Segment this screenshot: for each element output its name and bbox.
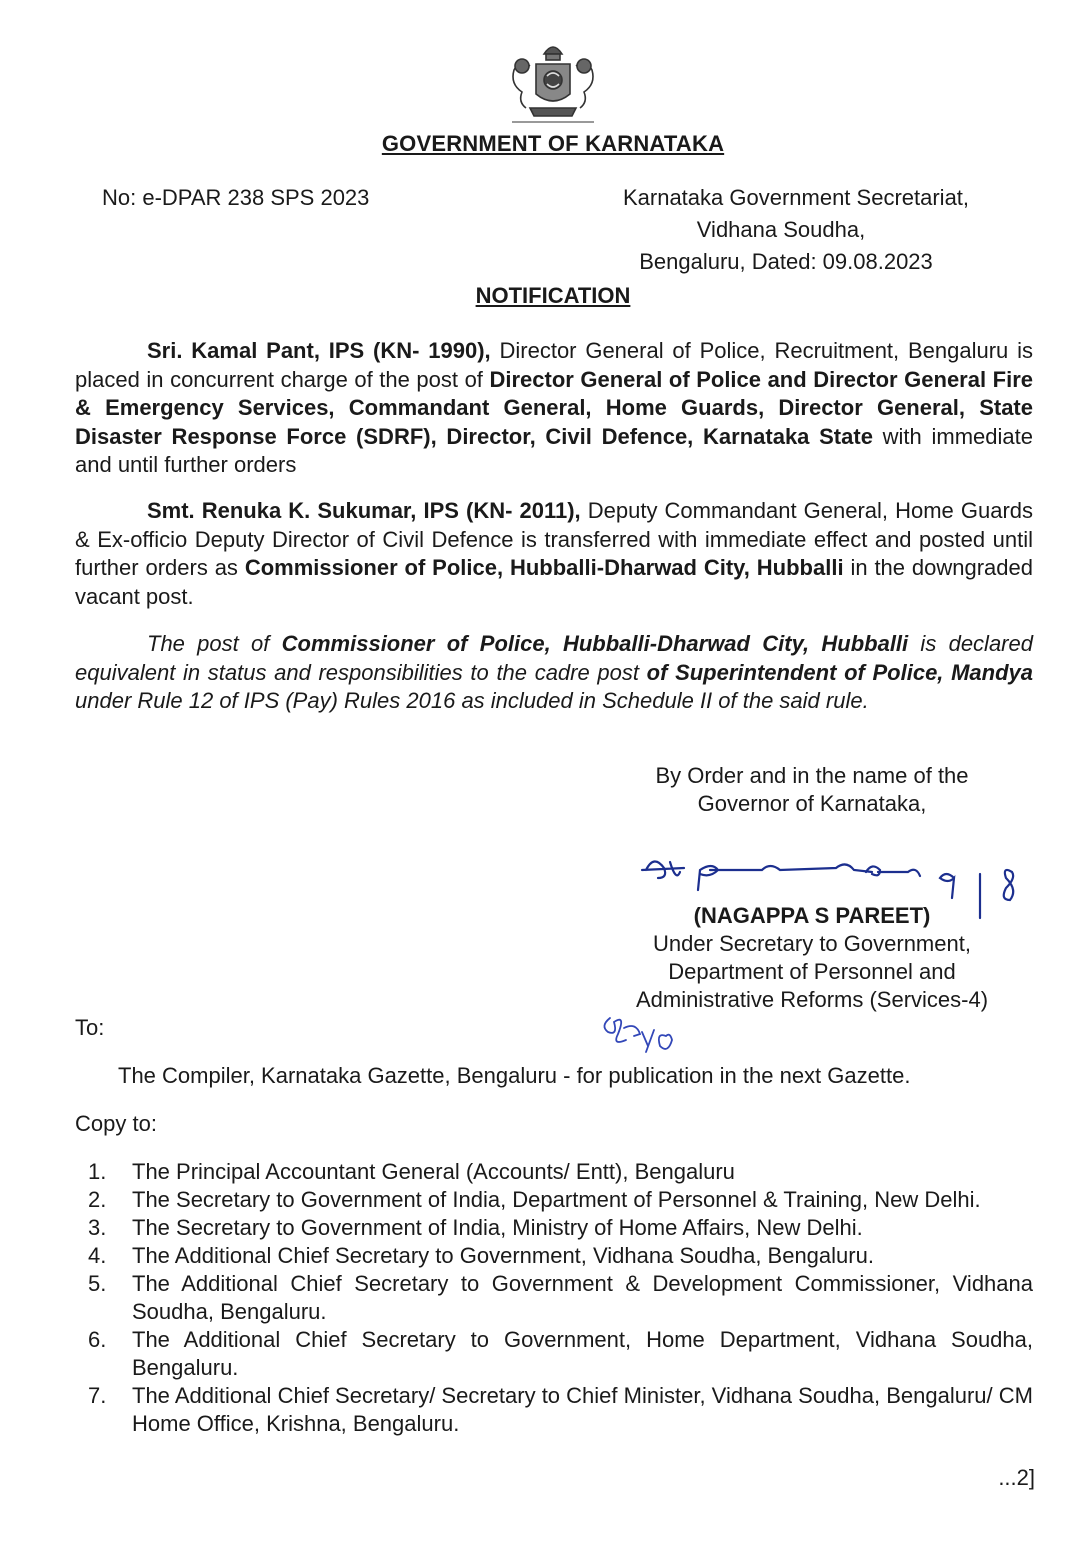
list-number: 2. bbox=[88, 1187, 107, 1212]
paragraph-3 bbox=[75, 630, 1033, 716]
officer-name: Sri. Kamal Pant, IPS (KN- 1990), bbox=[147, 338, 491, 363]
notification-title: NOTIFICATION bbox=[475, 283, 631, 308]
signatory-name: (NAGAPPA S PAREET) bbox=[693, 903, 931, 928]
para1-text-b: with immediate and until further orders bbox=[75, 423, 1033, 477]
para2-text-b: in the downgraded vacant post. bbox=[75, 555, 1034, 609]
karnataka-emblem-icon bbox=[500, 36, 606, 128]
signatory-designation-3: Administrative Reforms (Services-4) bbox=[635, 987, 989, 1012]
government-title: GOVERNMENT OF KARNATAKA bbox=[381, 131, 725, 156]
list-number: 4. bbox=[88, 1243, 107, 1268]
to-recipient: The Compiler, Karnataka Gazette, Bengaluru - for publication in the next Gazette. bbox=[118, 1063, 911, 1088]
para3-text-b: is declared equivalent in status and responsibilities to the cadre post bbox=[75, 631, 1033, 685]
list-text: The Secretary to Government of India, Department of Personnel & Training, New Delhi. bbox=[132, 1187, 981, 1212]
paragraph-2 bbox=[75, 497, 1033, 611]
copy-to-label: Copy to: bbox=[75, 1111, 157, 1136]
list-number: 5. bbox=[88, 1271, 107, 1296]
list-item bbox=[75, 1382, 1033, 1438]
order-line-1: By Order and in the name of the bbox=[655, 763, 969, 788]
list-number: 3. bbox=[88, 1215, 107, 1240]
list-number: 1. bbox=[88, 1159, 107, 1184]
paragraph-1 bbox=[75, 337, 1033, 480]
address-date-line: Bengaluru, Dated: 09.08.2023 bbox=[639, 249, 933, 274]
posted-as: Commissioner of Police, Hubballi-Dharwad City, Hubballi bbox=[244, 555, 844, 580]
para1-text-a: Director General of Police, Recruitment, Bengaluru is placed in concurrent charge of the post of bbox=[75, 338, 1033, 392]
list-item bbox=[75, 1270, 1033, 1326]
address-line-2: Vidhana Soudha, bbox=[696, 217, 866, 242]
address-line-1: Karnataka Government Secretariat, bbox=[622, 185, 970, 210]
to-label: To: bbox=[75, 1015, 105, 1040]
list-text: The Additional Chief Secretary to Government & Development Commissioner, Vidhana Soudha, Bengaluru. bbox=[132, 1271, 1033, 1324]
list-text: The Additional Chief Secretary to Government, Vidhana Soudha, Bengaluru. bbox=[132, 1243, 874, 1268]
list-number: 7. bbox=[88, 1383, 107, 1408]
order-line-2: Governor of Karnataka, bbox=[697, 791, 927, 816]
list-number: 6. bbox=[88, 1327, 107, 1352]
signatory-designation-1: Under Secretary to Government, bbox=[653, 931, 971, 956]
list-item bbox=[75, 1242, 1033, 1270]
list-text: The Additional Chief Secretary/ Secretary to Chief Minister, Vidhana Soudha, Bengaluru/ CM Home Office, Krishna, Bengaluru. bbox=[132, 1383, 1033, 1436]
signatory-designation-2: Department of Personnel and bbox=[668, 959, 956, 984]
officer-name: Smt. Renuka K. Sukumar, IPS (KN- 2011), bbox=[147, 498, 581, 523]
list-text: The Principal Accountant General (Accounts/ Entt), Bengaluru bbox=[132, 1159, 735, 1184]
list-item bbox=[75, 1214, 1033, 1242]
para2-text-a: Deputy Commandant General, Home Guards & Ex-officio Deputy Director of Civil Defence is transferred with immediate effect and posted until further orders as bbox=[75, 498, 1033, 580]
list-item bbox=[75, 1326, 1033, 1382]
para3-text-a: The post of bbox=[147, 631, 282, 656]
post-name: Commissioner of Police, Hubballi-Dharwad City, Hubballi bbox=[281, 631, 909, 656]
list-text: The Secretary to Government of India, Ministry of Home Affairs, New Delhi. bbox=[132, 1215, 863, 1240]
reference-number: No: e-DPAR 238 SPS 2023 bbox=[102, 185, 370, 210]
page-continuation: ...2] bbox=[998, 1465, 1035, 1490]
copy-to-list bbox=[75, 1158, 1033, 1438]
list-item bbox=[75, 1186, 1033, 1214]
cadre-post: of Superintendent of Police, Mandya bbox=[646, 659, 1033, 685]
para3-text-c: under Rule 12 of IPS (Pay) Rules 2016 as included in Schedule II of the said rule. bbox=[75, 688, 869, 713]
list-text: The Additional Chief Secretary to Government, Home Department, Vidhana Soudha, Bengaluru. bbox=[132, 1327, 1033, 1380]
concurrent-charge-posts: Director General of Police and Director General Fire & Emergency Services, Commandant General, Home Guards, Director General, State Disaster Response Force (SDRF), Director, Civil Defence, Karnataka State bbox=[75, 366, 1033, 449]
list-item bbox=[75, 1158, 1033, 1186]
